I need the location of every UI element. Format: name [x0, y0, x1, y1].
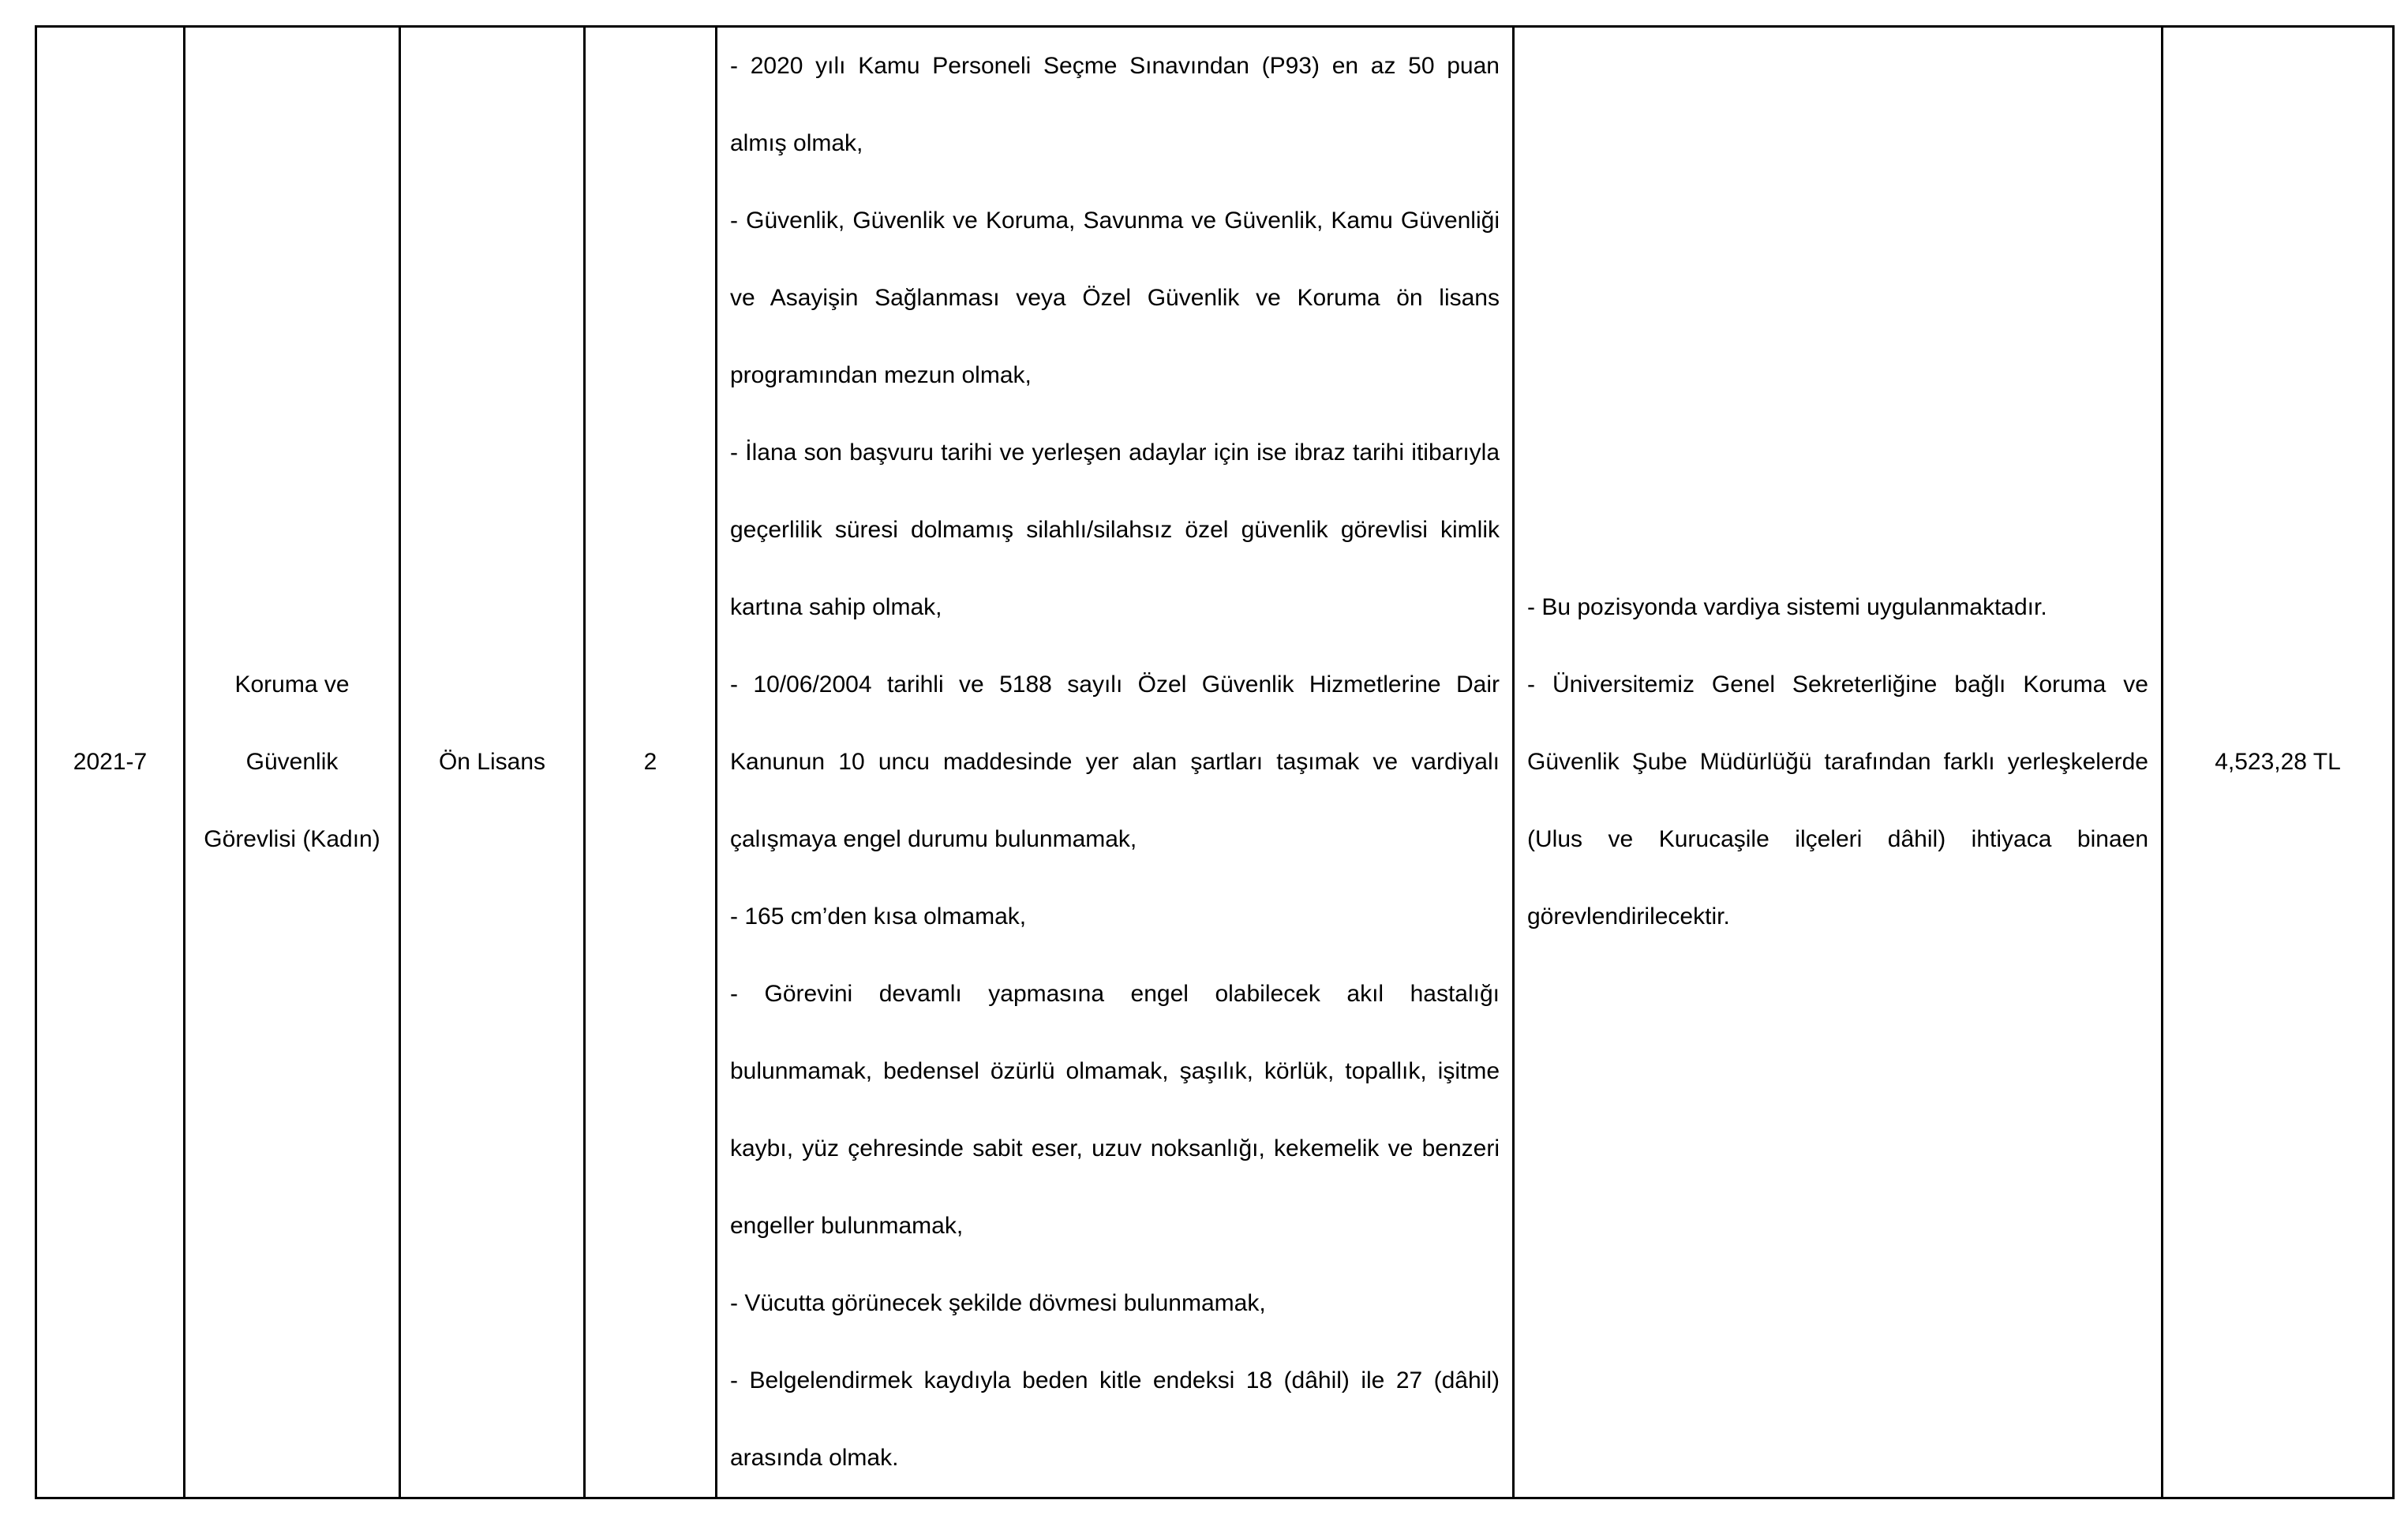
requirement-line: - Güvenlik, Güvenlik ve Koruma, Savunma ve Güvenlik, Kamu Güvenliği	[730, 208, 1500, 234]
requirement-line: - 165 cm’den kısa olmamak,	[730, 903, 1027, 930]
salary-cell	[2163, 27, 2394, 1498]
requirement-line: bulunmamak, bedensel özürlü olmamak, şaşılık, körlük, topallık, işitme	[730, 1058, 1500, 1084]
requirement-line: kartına sahip olmak,	[730, 594, 942, 620]
position-code-cell	[36, 27, 185, 1498]
requirement-line: ve Asayişin Sağlanması veya Özel Güvenlik ve Koruma ön lisans	[730, 285, 1500, 311]
salary-amount: 4,523,28 TL	[2215, 749, 2341, 775]
requirement-line: - 10/06/2004 tarihli ve 5188 sayılı Özel Güvenlik Hizmetlerine Dair	[730, 671, 1500, 698]
education-level-cell	[400, 27, 585, 1498]
requirement-line: arasında olmak.	[730, 1445, 899, 1471]
requirement-line: - Vücutta görünecek şekilde dövmesi bulunmamak,	[730, 1290, 1266, 1316]
position-count-cell	[585, 27, 717, 1498]
requirement-line: programından mezun olmak,	[730, 362, 1032, 388]
job-listing-table	[35, 25, 2395, 1499]
requirement-line: Kanunun 10 uncu maddesinde yer alan şartları taşımak ve vardiyalı	[730, 749, 1500, 775]
note-line: Güvenlik Şube Müdürlüğü tarafından farklı yerleşkelerde	[1527, 749, 2148, 775]
requirement-line: - İlana son başvuru tarihi ve yerleşen adaylar için ise ibraz tarihi itibarıyla	[730, 440, 1500, 466]
requirement-line: kaybı, yüz çehresinde sabit eser, uzuv noksanlığı, kekemelik ve benzeri	[730, 1135, 1500, 1162]
notes-cell	[1514, 27, 2163, 1498]
requirement-line: - Görevini devamlı yapmasına engel olabilecek akıl hastalığı	[730, 981, 1500, 1007]
note-line: - Üniversitemiz Genel Sekreterliğine bağlı Koruma ve	[1527, 671, 2148, 698]
requirement-line: - Belgelendirmek kaydıyla beden kitle endeksi 18 (dâhil) ile 27 (dâhil)	[730, 1367, 1500, 1393]
requirements-cell	[717, 27, 1514, 1498]
requirement-line: çalışmaya engel durumu bulunmamak,	[730, 826, 1137, 852]
requirement-line: geçerlilik süresi dolmamış silahlı/silahsız özel güvenlik görevlisi kimlik	[730, 517, 1500, 543]
position-count: 2	[643, 749, 657, 775]
position-title-line: Görevlisi (Kadın)	[204, 826, 380, 852]
education-level: Ön Lisans	[438, 749, 546, 775]
requirement-line: - 2020 yılı Kamu Personeli Seçme Sınavından (P93) en az 50 puan	[730, 53, 1500, 79]
position-title-line: Güvenlik	[245, 749, 339, 775]
position-title-cell	[185, 27, 400, 1498]
position-title-line: Koruma ve	[234, 671, 350, 698]
requirement-line: engeller bulunmamak,	[730, 1213, 964, 1239]
note-line: - Bu pozisyonda vardiya sistemi uygulanmaktadır.	[1527, 594, 2047, 620]
position-code: 2021-7	[73, 749, 148, 775]
requirement-line: almış olmak,	[730, 130, 863, 156]
note-line: görevlendirilecektir.	[1527, 903, 1730, 930]
table-row	[36, 27, 2394, 1498]
note-line: (Ulus ve Kurucaşile ilçeleri dâhil) ihtiyaca binaen	[1527, 826, 2148, 852]
